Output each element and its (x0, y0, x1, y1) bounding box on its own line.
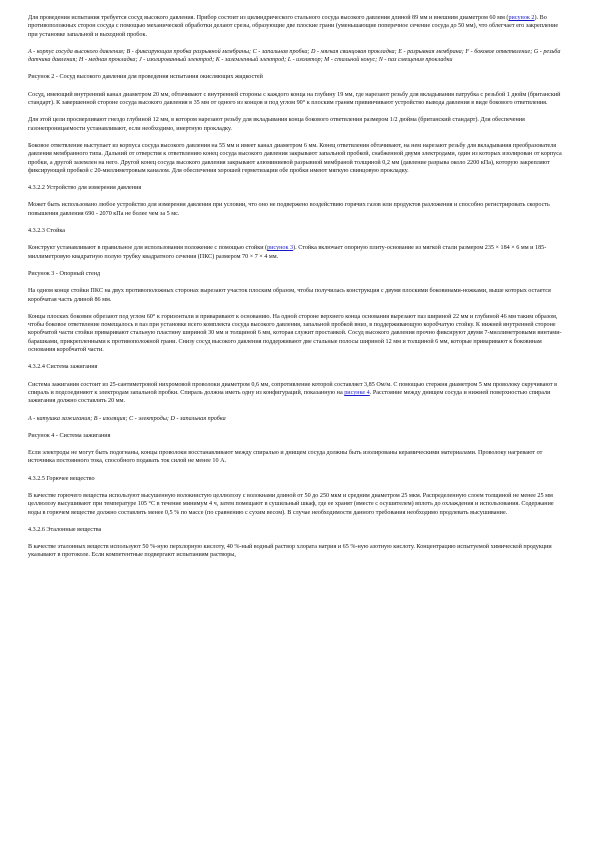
paragraph (28, 415, 566, 423)
paragraph-text: Для этой цели просверливают гнездо глубиной 12 мм, в котором нарезают резьбу для вкладывания конца бокового ответвления размером 1/2 дюйма (британский стандарт). Для обеспечения газонепроницаемости устанавливают, если необходимо, инертную прокладку. (28, 117, 525, 132)
paragraph-text: Рисунок 3 - Опорный стенд (28, 270, 101, 277)
paragraph-text: ). Во противоположных сторон сосуда с помощью механической обработки делают срезы, образующие две плоские грани (уменьшающие поперечное сечение сосуда до 50 мм), что облегчает его закрепление при установке запальной и выходной пробок. (28, 15, 559, 38)
paragraph (28, 116, 566, 133)
paragraph (28, 48, 566, 65)
paragraph-text: Концы плоских боковин обрезают под углом 60° к горизонтали и приваривают к основанию. На одной стороне верхнего конца основания вырезают паз шириной 22 мм и глубиной 46 мм таким образом, чтобы боковое ответвление помещалось в паз при установке всего комплекта сосуда высокого давления, запальной пробкой вниз, в поддерживающую коробчатую стойку. К нижней внутренней стороне коробчатой части стойки приваривают стальную пластину шириной 30 мм и толщиной 6 мм, которая служит проставкой. Сосуд высокого давления прочно фиксируют двумя 7-миллиметровыми винтами-барашками, прикрепленными к противоположной грани. Снизу сосуд высокого давления поддерживают две стальные полосы шириной 12 мм и толщиной 6 мм, которые приваривают к боковинам основания коробчатой части. (28, 313, 562, 354)
paragraph (28, 201, 566, 218)
paragraph (28, 244, 566, 261)
paragraph-text: Рисунок 2 - Сосуд высокого давления для проведения испытания окисляющих жидкостей (28, 74, 263, 81)
paragraph (28, 475, 566, 483)
paragraph (28, 73, 566, 81)
paragraph (28, 270, 566, 278)
paragraph (28, 526, 566, 534)
figure-link[interactable]: рисунке 4 (344, 389, 370, 396)
figure-link[interactable]: рисунок 2 (508, 15, 535, 21)
paragraph-text: В качестве эталонных веществ используют 50 %-ную перхлорную кислоту, 40 %-ный водный раствор хлората натрия и 65 %-ную азотную кислоту. Концентрацию испытуемой химической продукции указывают в протоколе. Если компетентные подвергают испытаниям растворы, (28, 544, 552, 559)
paragraph-text: Сосуд, имеющий внутренний канал диаметром 20 мм, обтачивают с внутренней стороны с каждого конца на глубину 19 мм, где нарезают резьбу для вкладывания патрубка с резьбой 1 дюйм (британский стандарт). К завершенной стороне сосуда высокого давления в 35 мм от одного из концов и под углом 90° к плоским граням привинчивают устройство вывода давления в виде бокового ответвления. (28, 91, 561, 107)
paragraph-text: На одном конце стойки ПКС на двух противоположных сторонах вырезают участок плоским образом, чтобы получилась конструкция с двумя плоскими боковинами-ножками, выше которых остается коробчатая часть длиной 86 мм. (28, 288, 551, 303)
paragraph (28, 142, 566, 175)
document-page (28, 14, 566, 569)
paragraph-text: Конструкт устанавливают в правильное для использования положение с помощью стойки ( (28, 245, 268, 252)
paragraph-text: Если электроды не могут быть подогнаны, концы проволоки восстанавливают между спиралью и днищем сосуда должны быть изолированы керамическими материалами. Проволоку нагревают от источника постоянного тока, способного подавать ток силой не менее 10 А. (28, 450, 543, 465)
paragraph-text: 4.3.2.2 Устройство для измерения давления (28, 185, 142, 192)
paragraph (28, 287, 566, 304)
paragraph (28, 543, 566, 560)
paragraph (28, 313, 566, 354)
paragraph-text: Рисунок 4 - Система зажигания (28, 432, 111, 439)
paragraph-text: Боковое ответвление выступает из корпуса сосуда высокого давления на 55 мм и имеет канал диаметром 6 мм. Конец ответвления обтачивают, на нем нарезают резьбу для вкладывания преобразователя давления мембранного типа. Дальний от отверстия к ответвлению конец сосуда высокого давления закрывают запальной пробкой, снабженной двумя электродами, один из которых изолирован от корпуса пробки, а другой заземлен на него. Другой конец сосуда высокого давления закрывают алюминиевой разрывной мембраной толщиной 0,2 мм (давление разрыва около 2200 кПа), которую закрепляют фиксирующей пробкой с 20-миллиметровым каналом. Для обеспечения хорошей герметизации обе пробки имеют мягкую свинцовую прокладку. (28, 142, 562, 174)
paragraph (28, 492, 566, 517)
paragraph-text: 4.3.2.5 Горючее вещество (28, 475, 95, 482)
paragraph-text: 4.3.2.4 Система зажигания (28, 364, 98, 371)
paragraph-text: A - катушка зажигания; B - изоляция; C - электроды; D - запальная пробка (28, 415, 226, 422)
paragraph-text: 4.3.2.3 Стойка (28, 228, 66, 235)
paragraph-text: A - корпус сосуда высокого давления; B - фиксирующая пробка разрывной мембраны; C - запальная пробка; D - мягкая свинцовая прокладка; E - разрывная мембрана; F - боковое ответвление; G - резьба датчика давления; H - медная прокладка; J - изолированный электрод; K - заземленный электрод; L - изолятор; M - стальной конус; N - паз смещения прокладки (28, 48, 561, 64)
paragraph-text: Может быть использовано любое устройство для измерения давления при условии, что оно не подвержено воздействию горячих газов или продуктов разложения и способно регистрировать скорость повышения давления 690 - 2070 кПа не более чем за 5 мс. (28, 202, 550, 217)
paragraph (28, 432, 566, 440)
paragraph (28, 381, 566, 406)
paragraph-text: В качестве горючего вещества используют высушенную волокнистую целлюлозу с волокнами длиной от 50 до 250 мкм и средним диаметром 25 мкм. Распределенную слоем толщиной не менее 25 мм целлюлозу высушивают при температуре 105 °С в течение минимум 4 ч, затем помещают в сушильный шкаф, где ее хранят (вместе с осушителем) вплоть до охлаждения и использования. Содержание воды в горючем веществе должно составлять менее 0,5 % по массе (по сравнению с сухим весом). В случае необходимости данного требования необходимо продлевать высушивание. (28, 492, 554, 516)
paragraph-text: Система зажигания состоит из 25-сантиметровой нихромовой проволоки диаметром 0,6 мм, сопротивление которой составляет 3,85 Ом/м. С помощью стержня диаметром 5 мм проволоку скручивают в спираль и подсоединяют к электродам запальной пробки. Спираль должна иметь одну из конфигураций, показанную на (28, 381, 557, 396)
paragraph-text: . Расстояние между днищем сосуда и нижней поверхностью спирали зажигания должно составлять 20 мм. (28, 389, 551, 405)
paragraph (28, 91, 566, 108)
paragraph (28, 227, 566, 235)
paragraph (28, 449, 566, 466)
paragraph (28, 14, 566, 39)
paragraph-text: 4.3.2.6 Эталонные вещества (28, 526, 102, 533)
figure-link[interactable]: рисунок 3 (267, 245, 294, 252)
paragraph (28, 363, 566, 371)
paragraph (28, 184, 566, 192)
paragraph-text: Для проведения испытания требуется сосуд высокого давления. Прибор состоит из цилиндрического стального сосуда высокого давления длиной 89 мм и внешним диаметром 60 мм ( (28, 15, 509, 21)
paragraph-text: ). Стойка включает опорную плиту-основание из мягкой стали размером 235 × 184 × 6 мм и 185-миллиметровую квадратную полую трубку квадратного сечения (ПКС) размером 70 × 7 × 4 мм. (28, 245, 547, 260)
